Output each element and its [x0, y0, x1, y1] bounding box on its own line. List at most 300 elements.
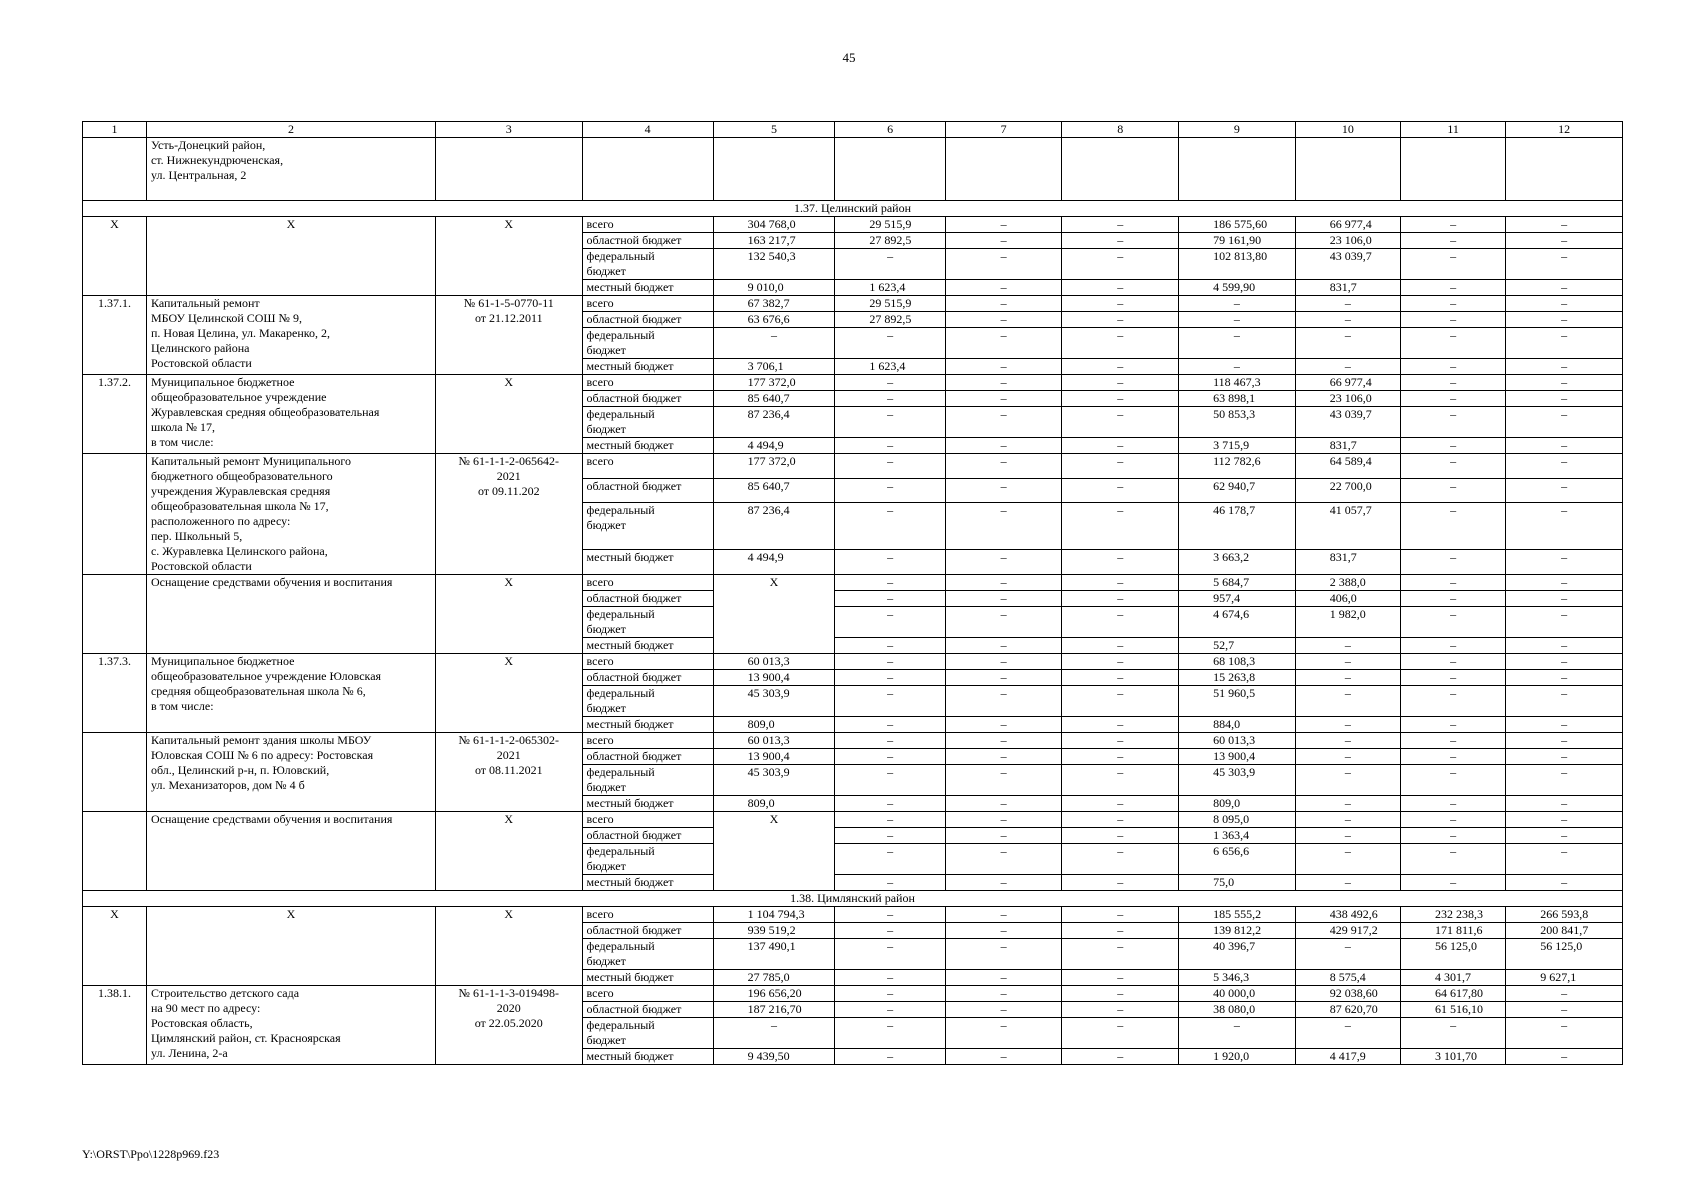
value-cell: –: [835, 1002, 945, 1018]
value-cell: –: [1401, 391, 1506, 407]
column-number: 7: [945, 122, 1062, 138]
value-cell: –: [835, 1018, 945, 1049]
table-cell: [1506, 138, 1623, 201]
item-name: Капитальный ремонт МБОУ Целинской СОШ № 9, п. Новая Целина, ул. Макаренко, 2, Целинского района Ростовской области: [146, 296, 435, 375]
value-cell: –: [1506, 638, 1623, 654]
value-cell: –: [1062, 391, 1179, 407]
value-cell: 27 785,0: [713, 970, 835, 986]
value-cell: 50 853,3: [1179, 407, 1296, 438]
value-cell: 939 519,2: [713, 923, 835, 939]
value-cell: –: [1062, 923, 1179, 939]
value-cell: –: [945, 233, 1062, 249]
value-cell: 2 388,0: [1295, 575, 1400, 591]
value-cell: –: [1062, 478, 1179, 503]
table-cell: [1295, 138, 1400, 201]
value-cell: –: [835, 575, 945, 591]
item-name: Муниципальное бюджетное общеобразовательное учреждение Журавлевская средняя общеобразовательная школа № 17, в том числе:: [146, 375, 435, 454]
value-cell: –: [1062, 1049, 1179, 1065]
value-cell: 87 620,70: [1295, 1002, 1400, 1018]
value-cell: –: [1062, 591, 1179, 607]
value-cell: 1 363,4: [1179, 828, 1296, 844]
value-cell: 4 599,90: [1179, 280, 1296, 296]
table-cell: [713, 138, 835, 201]
value-cell: 68 108,3: [1179, 654, 1296, 670]
document-ref: X: [435, 907, 582, 986]
funding-source: федеральный бюджет: [582, 1018, 713, 1049]
funding-source: местный бюджет: [582, 638, 713, 654]
funding-source: всего: [582, 986, 713, 1002]
funding-source: местный бюджет: [582, 875, 713, 891]
column-number: 5: [713, 122, 835, 138]
funding-source: областной бюджет: [582, 923, 713, 939]
value-cell: –: [1401, 503, 1506, 550]
document-ref: X: [435, 812, 582, 891]
item-number: 1.37.3.: [83, 654, 147, 733]
value-cell: –: [835, 749, 945, 765]
funding-source: федеральный бюджет: [582, 686, 713, 717]
value-cell: –: [945, 591, 1062, 607]
value-cell: –: [1401, 686, 1506, 717]
table-cell: [435, 138, 582, 201]
funding-source: федеральный бюджет: [582, 328, 713, 359]
value-cell: –: [1062, 939, 1179, 970]
document-ref: X: [435, 217, 582, 296]
value-cell: –: [1506, 233, 1623, 249]
value-cell: 809,0: [713, 796, 835, 812]
value-cell: –: [1401, 733, 1506, 749]
value-cell: –: [1506, 607, 1623, 638]
value-cell: –: [1401, 670, 1506, 686]
funding-source: всего: [582, 296, 713, 312]
value-cell: –: [1506, 478, 1623, 503]
value-cell: –: [1506, 796, 1623, 812]
value-cell: –: [1401, 233, 1506, 249]
value-cell: –: [1062, 503, 1179, 550]
value-cell: –: [945, 296, 1062, 312]
value-cell: –: [835, 796, 945, 812]
funding-source: областной бюджет: [582, 312, 713, 328]
document-ref: № 61-1-1-2-065642- 2021 от 09.11.202: [435, 454, 582, 575]
funding-source: областной бюджет: [582, 670, 713, 686]
value-cell: –: [835, 923, 945, 939]
value-cell: –: [1295, 844, 1400, 875]
value-cell: 45 303,9: [713, 686, 835, 717]
value-cell: –: [835, 503, 945, 550]
value-cell: –: [1401, 438, 1506, 454]
funding-source: всего: [582, 654, 713, 670]
value-cell: 56 125,0: [1401, 939, 1506, 970]
value-cell: –: [1062, 217, 1179, 233]
item-name: Муниципальное бюджетное общеобразовательное учреждение Юловская средняя общеобразовательная школа № 6, в том числе:: [146, 654, 435, 733]
funding-source: местный бюджет: [582, 280, 713, 296]
value-cell: 232 238,3: [1401, 907, 1506, 923]
value-cell: 52,7: [1179, 638, 1296, 654]
funding-source: федеральный бюджет: [582, 407, 713, 438]
value-cell: 62 940,7: [1179, 478, 1296, 503]
value-cell: 4 494,9: [713, 550, 835, 575]
value-cell: 196 656,20: [713, 986, 835, 1002]
value-cell: 406,0: [1295, 591, 1400, 607]
value-cell: –: [835, 670, 945, 686]
value-cell: –: [1062, 670, 1179, 686]
value-cell: –: [1062, 749, 1179, 765]
section-heading: 1.38. Цимлянский район: [83, 891, 1623, 907]
value-cell: –: [1295, 654, 1400, 670]
value-cell: –: [835, 844, 945, 875]
document-ref: № 61-1-1-3-019498- 2020 от 22.05.2020: [435, 986, 582, 1065]
value-cell: –: [1401, 407, 1506, 438]
value-cell: 63 898,1: [1179, 391, 1296, 407]
item-number: [83, 575, 147, 654]
value-cell: 884,0: [1179, 717, 1296, 733]
value-cell: –: [835, 828, 945, 844]
value-cell: –: [1401, 550, 1506, 575]
table-row: [83, 812, 1623, 828]
value-cell: –: [945, 575, 1062, 591]
value-cell: –: [1401, 591, 1506, 607]
value-cell: 186 575,60: [1179, 217, 1296, 233]
value-cell: –: [713, 328, 835, 359]
value-cell: –: [1506, 1049, 1623, 1065]
value-cell: –: [835, 717, 945, 733]
value-cell: 266 593,8: [1506, 907, 1623, 923]
funding-source: областной бюджет: [582, 233, 713, 249]
column-number: 12: [1506, 122, 1623, 138]
funding-source: всего: [582, 454, 713, 479]
value-cell: –: [945, 454, 1062, 479]
value-cell: 163 217,7: [713, 233, 835, 249]
value-cell: –: [1062, 654, 1179, 670]
value-cell: 85 640,7: [713, 391, 835, 407]
value-cell: 64 617,80: [1401, 986, 1506, 1002]
value-cell: –: [1062, 907, 1179, 923]
funding-source: федеральный бюджет: [582, 844, 713, 875]
value-cell: –: [1506, 391, 1623, 407]
value-cell: –: [945, 503, 1062, 550]
value-cell: 187 216,70: [713, 1002, 835, 1018]
funding-source: федеральный бюджет: [582, 503, 713, 550]
value-cell: 67 382,7: [713, 296, 835, 312]
value-cell: –: [1506, 312, 1623, 328]
value-cell: –: [835, 907, 945, 923]
funding-source: федеральный бюджет: [582, 607, 713, 638]
funding-source: местный бюджет: [582, 438, 713, 454]
value-cell: –: [1062, 875, 1179, 891]
value-cell: –: [1506, 375, 1623, 391]
value-cell: –: [1062, 986, 1179, 1002]
value-cell: 5 346,3: [1179, 970, 1296, 986]
value-cell: –: [835, 733, 945, 749]
value-cell: –: [1401, 575, 1506, 591]
table-row: [83, 654, 1623, 670]
value-cell: 9 010,0: [713, 280, 835, 296]
value-cell: –: [1062, 717, 1179, 733]
value-cell: –: [835, 765, 945, 796]
value-cell: –: [1506, 986, 1623, 1002]
value-cell: –: [1506, 749, 1623, 765]
value-cell: 118 467,3: [1179, 375, 1296, 391]
value-cell: 92 038,60: [1295, 986, 1400, 1002]
item-name: Капитальный ремонт здания школы МБОУ Юловская СОШ № 6 по адресу: Ростовская обл., Целинский р-н, п. Юловский, ул. Механизаторов, дом № 4 б: [146, 733, 435, 812]
value-cell: 4 494,9: [713, 438, 835, 454]
value-cell: –: [1062, 733, 1179, 749]
item-number: [83, 733, 147, 812]
value-cell: –: [945, 765, 1062, 796]
value-cell: –: [1062, 765, 1179, 796]
value-cell: –: [1295, 328, 1400, 359]
table-row: [83, 454, 1623, 479]
value-cell: –: [1401, 749, 1506, 765]
value-cell: –: [1062, 1018, 1179, 1049]
value-cell: –: [1295, 1018, 1400, 1049]
value-cell: –: [1179, 296, 1296, 312]
value-cell: 9 439,50: [713, 1049, 835, 1065]
value-cell: –: [945, 875, 1062, 891]
item-name: Капитальный ремонт Муниципального бюджетного общеобразовательного учреждения Журавлевская средняя общеобразовательная школа № 17, расположенного по адресу: пер. Школьный 5, с. Журавлевка Целинского района, Ростовской области: [146, 454, 435, 575]
value-cell: 132 540,3: [713, 249, 835, 280]
value-cell: 3 663,2: [1179, 550, 1296, 575]
value-cell: 23 106,0: [1295, 391, 1400, 407]
value-cell: –: [835, 328, 945, 359]
value-cell: –: [1401, 454, 1506, 479]
value-cell: 185 555,2: [1179, 907, 1296, 923]
value-cell: –: [835, 812, 945, 828]
column-number: 8: [1062, 122, 1179, 138]
value-cell: –: [1506, 670, 1623, 686]
value-cell: –: [1401, 717, 1506, 733]
value-cell: 6 656,6: [1179, 844, 1296, 875]
value-cell: 66 977,4: [1295, 375, 1400, 391]
value-cell: 831,7: [1295, 550, 1400, 575]
value-cell: –: [945, 733, 1062, 749]
value-cell: –: [1506, 550, 1623, 575]
value-cell: 13 900,4: [713, 670, 835, 686]
value-cell: –: [1295, 686, 1400, 717]
column-number: 2: [146, 122, 435, 138]
value-cell: –: [945, 478, 1062, 503]
value-cell: –: [945, 654, 1062, 670]
value-cell: –: [1062, 407, 1179, 438]
file-path-footer: Y:\ORST\Ppo\1228p969.f23: [82, 1147, 220, 1161]
section-heading: 1.37. Целинский район: [83, 201, 1623, 217]
funding-source: местный бюджет: [582, 970, 713, 986]
value-cell: –: [1401, 328, 1506, 359]
value-cell: –: [835, 478, 945, 503]
value-cell: –: [1295, 812, 1400, 828]
value-cell: –: [1506, 844, 1623, 875]
funding-source: местный бюджет: [582, 550, 713, 575]
table-row: [83, 986, 1623, 1002]
value-cell: –: [1401, 249, 1506, 280]
value-cell: –: [1506, 280, 1623, 296]
page-number: 45: [842, 50, 856, 65]
value-cell: –: [1401, 312, 1506, 328]
value-cell: 51 960,5: [1179, 686, 1296, 717]
value-cell: –: [835, 607, 945, 638]
column-number: 10: [1295, 122, 1400, 138]
document-ref: № 61-1-1-2-065302- 2021 от 08.11.2021: [435, 733, 582, 812]
table-cell: [1179, 138, 1296, 201]
value-cell: 43 039,7: [1295, 249, 1400, 280]
value-cell: –: [945, 812, 1062, 828]
value-cell: –: [945, 923, 1062, 939]
value-cell: –: [713, 1018, 835, 1049]
value-cell: –: [1506, 812, 1623, 828]
value-cell: –: [1506, 828, 1623, 844]
value-cell: –: [835, 591, 945, 607]
funding-source: всего: [582, 375, 713, 391]
value-cell: –: [1506, 733, 1623, 749]
value-cell: –: [1401, 796, 1506, 812]
value-cell: 79 161,90: [1179, 233, 1296, 249]
column-number: 1: [83, 122, 147, 138]
section-row: [83, 201, 1623, 217]
table-row: [83, 575, 1623, 591]
table-row: [83, 217, 1623, 233]
value-cell: –: [1062, 812, 1179, 828]
value-cell: 23 106,0: [1295, 233, 1400, 249]
value-cell: –: [1062, 796, 1179, 812]
value-cell: 809,0: [1179, 796, 1296, 812]
item-number: 1.38.1.: [83, 986, 147, 1065]
value-cell: –: [1506, 875, 1623, 891]
funding-source: областной бюджет: [582, 478, 713, 503]
value-cell: –: [1401, 844, 1506, 875]
value-cell: –: [1506, 654, 1623, 670]
value-cell: 4 674,6: [1179, 607, 1296, 638]
value-cell: –: [945, 375, 1062, 391]
value-cell: –: [1179, 359, 1296, 375]
value-cell: –: [835, 638, 945, 654]
value-cell: –: [1179, 312, 1296, 328]
value-cell: –: [1062, 607, 1179, 638]
value-cell: 87 236,4: [713, 407, 835, 438]
item-number: [83, 454, 147, 575]
value-cell: –: [1062, 312, 1179, 328]
funding-source: федеральный бюджет: [582, 939, 713, 970]
item-name: Оснащение средствами обучения и воспитания: [146, 812, 435, 891]
value-cell: –: [1401, 638, 1506, 654]
value-cell: 3 101,70: [1401, 1049, 1506, 1065]
table-cell: [945, 138, 1062, 201]
value-cell: 43 039,7: [1295, 407, 1400, 438]
value-cell: 1 982,0: [1295, 607, 1400, 638]
value-cell: –: [835, 1049, 945, 1065]
value-cell: 8 095,0: [1179, 812, 1296, 828]
value-cell: –: [945, 796, 1062, 812]
document-ref: X: [435, 654, 582, 733]
value-cell: 200 841,7: [1506, 923, 1623, 939]
value-cell: 22 700,0: [1295, 478, 1400, 503]
funding-source: всего: [582, 907, 713, 923]
value-cell: 29 515,9: [835, 296, 945, 312]
value-cell: –: [1062, 328, 1179, 359]
value-cell: 809,0: [713, 717, 835, 733]
funding-source: областной бюджет: [582, 591, 713, 607]
value-cell: –: [1062, 375, 1179, 391]
value-cell: 13 900,4: [1179, 749, 1296, 765]
value-cell: 45 303,9: [1179, 765, 1296, 796]
value-cell: 1 920,0: [1179, 1049, 1296, 1065]
value-cell: –: [945, 939, 1062, 970]
value-cell: –: [1401, 217, 1506, 233]
value-cell: 38 080,0: [1179, 1002, 1296, 1018]
value-cell: –: [945, 1049, 1062, 1065]
value-cell: 56 125,0: [1506, 939, 1623, 970]
column-number: 11: [1401, 122, 1506, 138]
value-cell: 45 303,9: [713, 765, 835, 796]
value-cell: –: [1295, 875, 1400, 891]
column-number: 6: [835, 122, 945, 138]
funding-source: областной бюджет: [582, 1002, 713, 1018]
document-ref: № 61-1-5-0770-11 от 21.12.2011: [435, 296, 582, 375]
value-cell: –: [945, 391, 1062, 407]
value-cell: 3 715,9: [1179, 438, 1296, 454]
section-row: [83, 891, 1623, 907]
value-cell: X: [713, 575, 835, 654]
value-cell: –: [945, 717, 1062, 733]
value-cell: –: [835, 454, 945, 479]
value-cell: –: [1506, 765, 1623, 796]
value-cell: –: [1506, 454, 1623, 479]
value-cell: –: [1062, 249, 1179, 280]
value-cell: 27 892,5: [835, 312, 945, 328]
value-cell: –: [1062, 359, 1179, 375]
table-cell: [1062, 138, 1179, 201]
value-cell: 139 812,2: [1179, 923, 1296, 939]
value-cell: X: [713, 812, 835, 891]
value-cell: 75,0: [1179, 875, 1296, 891]
value-cell: –: [835, 654, 945, 670]
value-cell: –: [945, 749, 1062, 765]
value-cell: –: [945, 312, 1062, 328]
value-cell: 177 372,0: [713, 454, 835, 479]
value-cell: –: [1401, 1018, 1506, 1049]
item-number: X: [83, 907, 147, 986]
value-cell: –: [1506, 249, 1623, 280]
value-cell: –: [835, 438, 945, 454]
value-cell: –: [1401, 828, 1506, 844]
value-cell: –: [835, 970, 945, 986]
value-cell: –: [835, 550, 945, 575]
value-cell: –: [1506, 359, 1623, 375]
value-cell: –: [945, 828, 1062, 844]
value-cell: –: [835, 407, 945, 438]
column-number: 4: [582, 122, 713, 138]
value-cell: –: [1062, 575, 1179, 591]
value-cell: –: [835, 375, 945, 391]
value-cell: –: [945, 638, 1062, 654]
value-cell: –: [835, 939, 945, 970]
value-cell: –: [1179, 1018, 1296, 1049]
value-cell: –: [945, 670, 1062, 686]
funding-source: областной бюджет: [582, 828, 713, 844]
table-cell: [83, 138, 147, 201]
value-cell: –: [1295, 670, 1400, 686]
value-cell: 1 104 794,3: [713, 907, 835, 923]
value-cell: –: [945, 550, 1062, 575]
value-cell: –: [1401, 359, 1506, 375]
value-cell: 177 372,0: [713, 375, 835, 391]
value-cell: –: [1295, 733, 1400, 749]
value-cell: –: [1506, 575, 1623, 591]
value-cell: 831,7: [1295, 438, 1400, 454]
value-cell: –: [945, 359, 1062, 375]
funding-source: федеральный бюджет: [582, 249, 713, 280]
table-row: [83, 138, 1623, 201]
value-cell: –: [1295, 796, 1400, 812]
value-cell: 40 396,7: [1179, 939, 1296, 970]
